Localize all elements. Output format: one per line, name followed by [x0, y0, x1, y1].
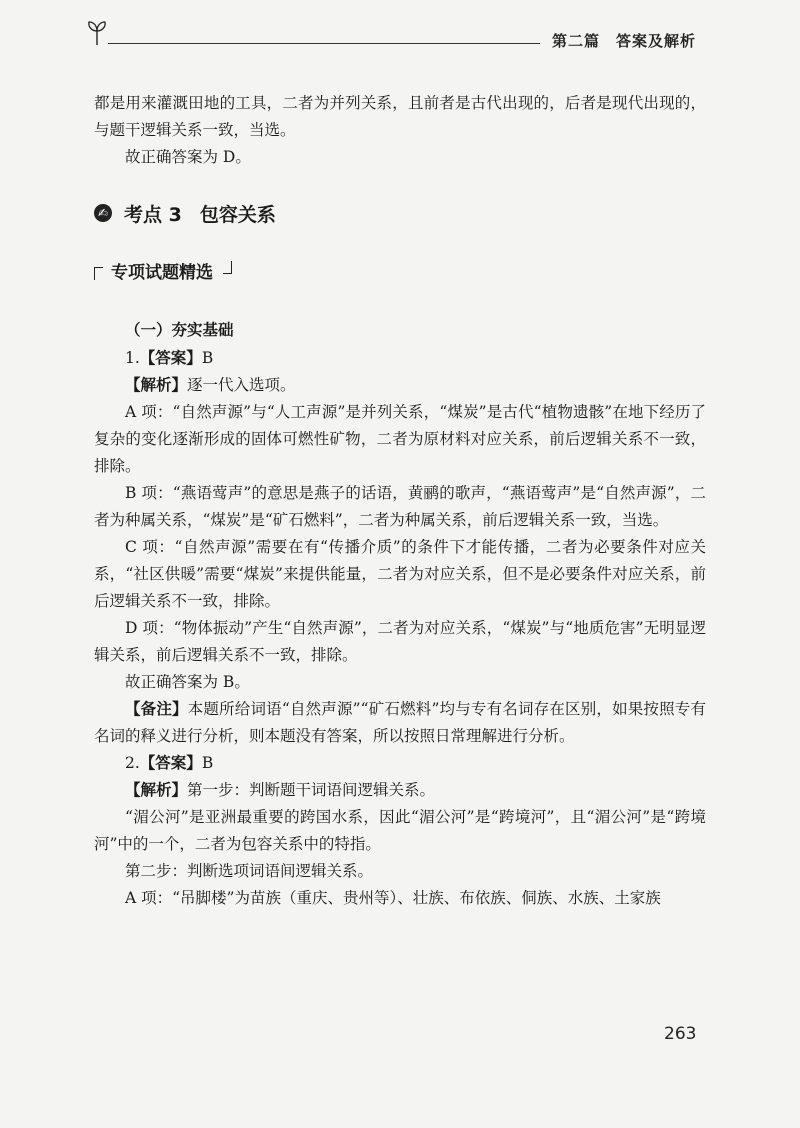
- q1-answer: 1.【答案】B: [125, 349, 214, 367]
- page-number: 263: [664, 1024, 697, 1044]
- q1-option-c: C 项：“自然声源”需要在有“传播介质”的条件下才能传播，二者为必要条件对应关系，“社区供暖”需要“煤炭”来提供能量，二者为对应关系，但不是必要条件对应关系，前后逻辑关系不一致，排除。: [94, 538, 706, 610]
- header-rule: [108, 43, 540, 44]
- section-name: 包容关系: [199, 203, 276, 226]
- section-title: [94, 196, 706, 230]
- q1-conclusion: 故正确答案为 B。: [125, 673, 250, 691]
- sprout-icon: [86, 18, 108, 46]
- q2-body: “湄公河”是亚洲最重要的跨国水系，因此“湄公河”是“跨境河”，且“湄公河”是“跨境河”中的一个，二者为包容关系中的特指。: [94, 808, 706, 853]
- q2-answer: 2.【答案】B: [125, 754, 214, 772]
- q2-option-a: A 项：“吊脚楼”为苗族（重庆、贵州等）、壮族、布依族、侗族、水族、土家族: [125, 889, 661, 907]
- subsection-label: 专项试题精选: [111, 262, 213, 283]
- q1-option-a: A 项：“自然声源”与“人工声源”是并列关系，“煤炭”是古代“植物遗骸”在地下经历了复杂的变化逐渐形成的固体可燃性矿物，二者为原材料对应关系，前后逻辑关系不一致，排除。: [94, 403, 706, 475]
- level-heading: （一）夯实基础: [125, 321, 234, 339]
- section-badge-icon: ✍: [94, 204, 112, 222]
- intro-paragraph: 都是用来灌溉田地的工具，二者为并列关系，且前者是古代出现的，后者是现代出现的，与题干逻辑关系一致，当选。: [94, 94, 706, 139]
- corner-left-mark: [94, 267, 103, 280]
- page-content: [94, 90, 706, 912]
- corner-right-mark: [223, 261, 232, 274]
- q1-option-b: B 项：“燕语莺声”的意思是燕子的话语，黄鹂的歌声，“燕语莺声”是“自然声源”，二者为种属关系，“煤炭”是“矿石燃料”，二者为种属关系，前后逻辑关系一致，当选。: [94, 484, 706, 529]
- intro-conclusion: 故正确答案为 D。: [125, 148, 251, 166]
- subsection-heading: [94, 255, 706, 285]
- q1-option-d: D 项：“物体振动”产生“自然声源”，二者为对应关系，“煤炭”与“地质危害”无明显逻辑关系，前后逻辑关系不一致，排除。: [94, 619, 706, 664]
- q1-note: 【备注】本题所给词语“自然声源”“矿石燃料”均与专有名词存在区别，如果按照专有名词的释义进行分析，则本题没有答案，所以按照日常理解进行分析。: [94, 700, 706, 745]
- header-title: 第二篇 答案及解析: [552, 32, 697, 50]
- section-number: 考点 3: [124, 203, 182, 226]
- q2-analysis: 【解析】第一步：判断题干词语间逻辑关系。: [125, 781, 436, 799]
- q2-step2: 第二步：判断选项词语间逻辑关系。: [125, 862, 374, 880]
- q1-analysis: 【解析】逐一代入选项。: [125, 376, 296, 394]
- page-header: [0, 0, 800, 60]
